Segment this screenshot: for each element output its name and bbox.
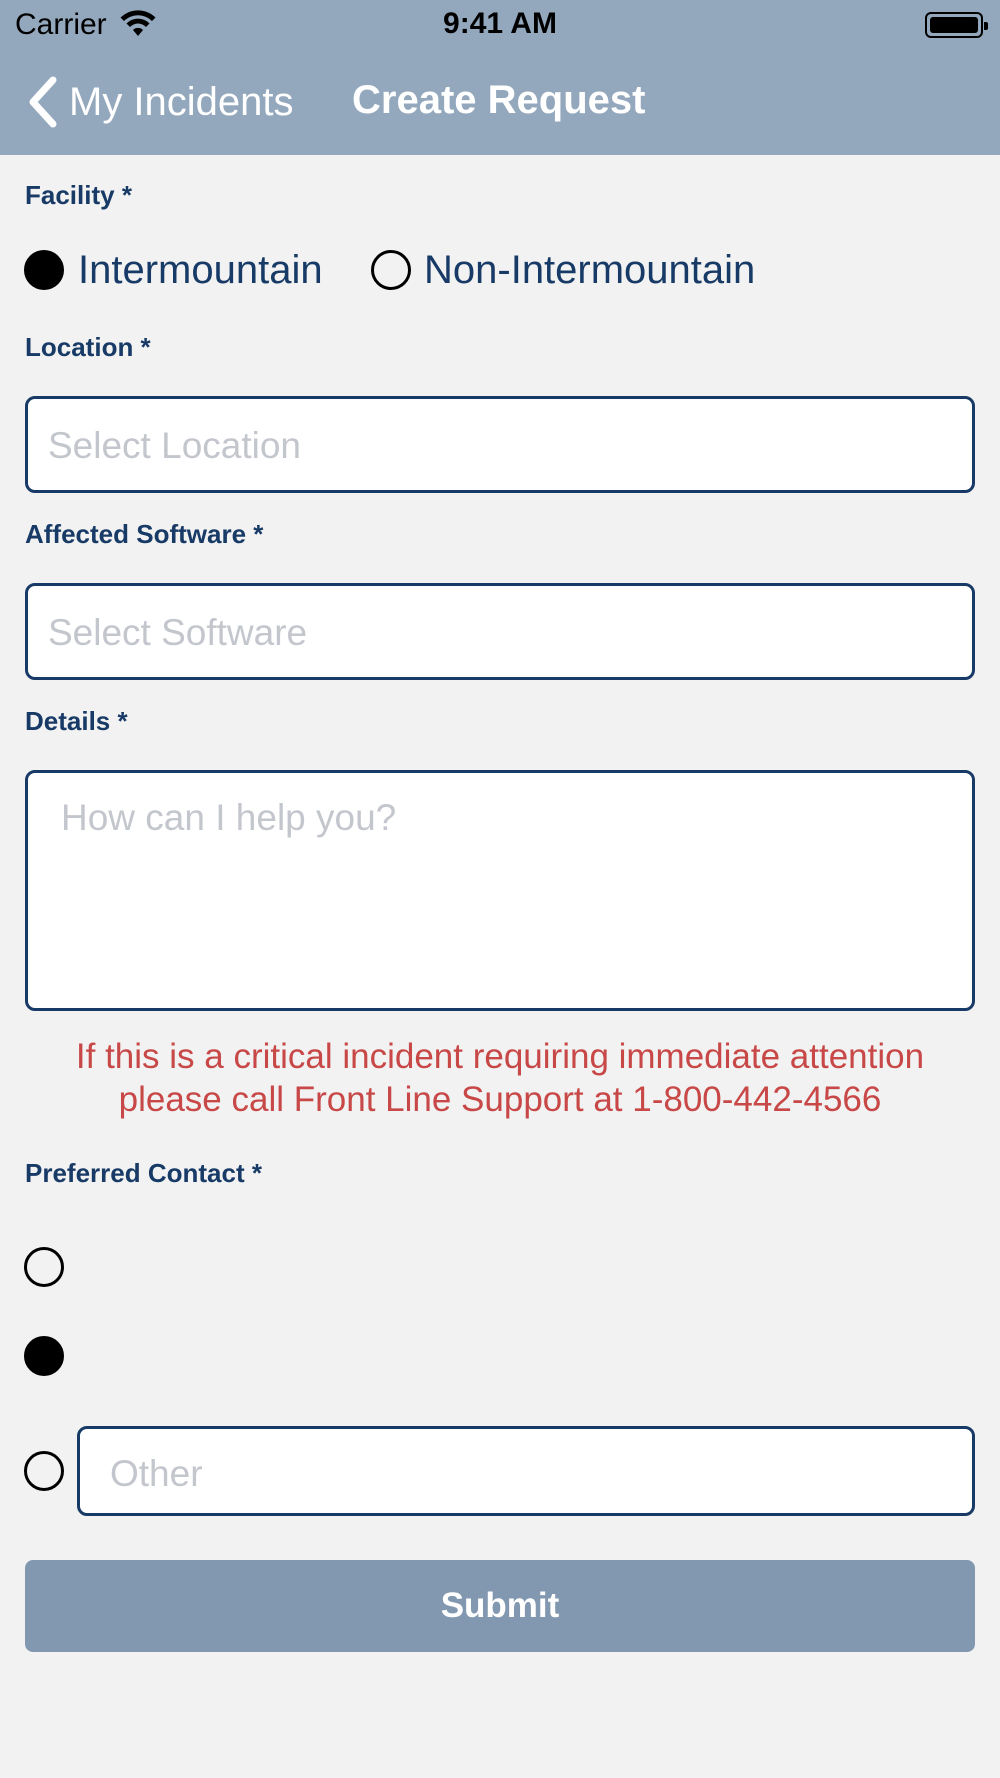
location-select[interactable] <box>25 396 975 493</box>
contact-radio-2[interactable] <box>24 1336 64 1376</box>
details-textarea[interactable] <box>25 770 975 1011</box>
facility-option-non-intermountain-label: Non-Intermountain <box>424 248 756 292</box>
submit-button[interactable]: Submit <box>25 1560 975 1652</box>
back-button-label: My Incidents <box>69 79 294 124</box>
page-title: Create Request <box>352 78 646 122</box>
status-time: 9:41 AM <box>443 7 557 40</box>
contact-radio-1[interactable] <box>24 1247 64 1287</box>
software-select[interactable] <box>25 583 975 680</box>
carrier-label: Carrier <box>15 8 107 41</box>
preferred-contact-label: Preferred Contact * <box>25 1158 262 1188</box>
details-placeholder: How can I help you? <box>61 797 397 838</box>
facility-option-intermountain-label: Intermountain <box>78 248 323 292</box>
facility-radio-intermountain[interactable] <box>24 250 64 290</box>
location-placeholder: Select Location <box>48 425 302 466</box>
other-contact-input[interactable] <box>77 1426 975 1516</box>
battery-icon <box>925 12 983 38</box>
chevron-left-icon <box>25 76 59 128</box>
facility-label: Facility * <box>25 180 132 210</box>
navigation-header <box>0 0 1000 155</box>
facility-radio-non-intermountain[interactable] <box>371 250 411 290</box>
software-label: Affected Software * <box>25 519 264 549</box>
back-button[interactable] <box>25 72 294 132</box>
software-placeholder: Select Software <box>48 612 308 653</box>
details-label: Details * <box>25 706 128 736</box>
other-contact-placeholder: Other <box>110 1453 203 1494</box>
contact-radio-other[interactable] <box>24 1451 64 1491</box>
status-bar <box>0 0 1000 50</box>
critical-incident-warning: If this is a critical incident requiring immediate attention please call Front Line Support at 1-800-442-4566 <box>75 1037 925 1119</box>
location-label: Location * <box>25 332 151 362</box>
